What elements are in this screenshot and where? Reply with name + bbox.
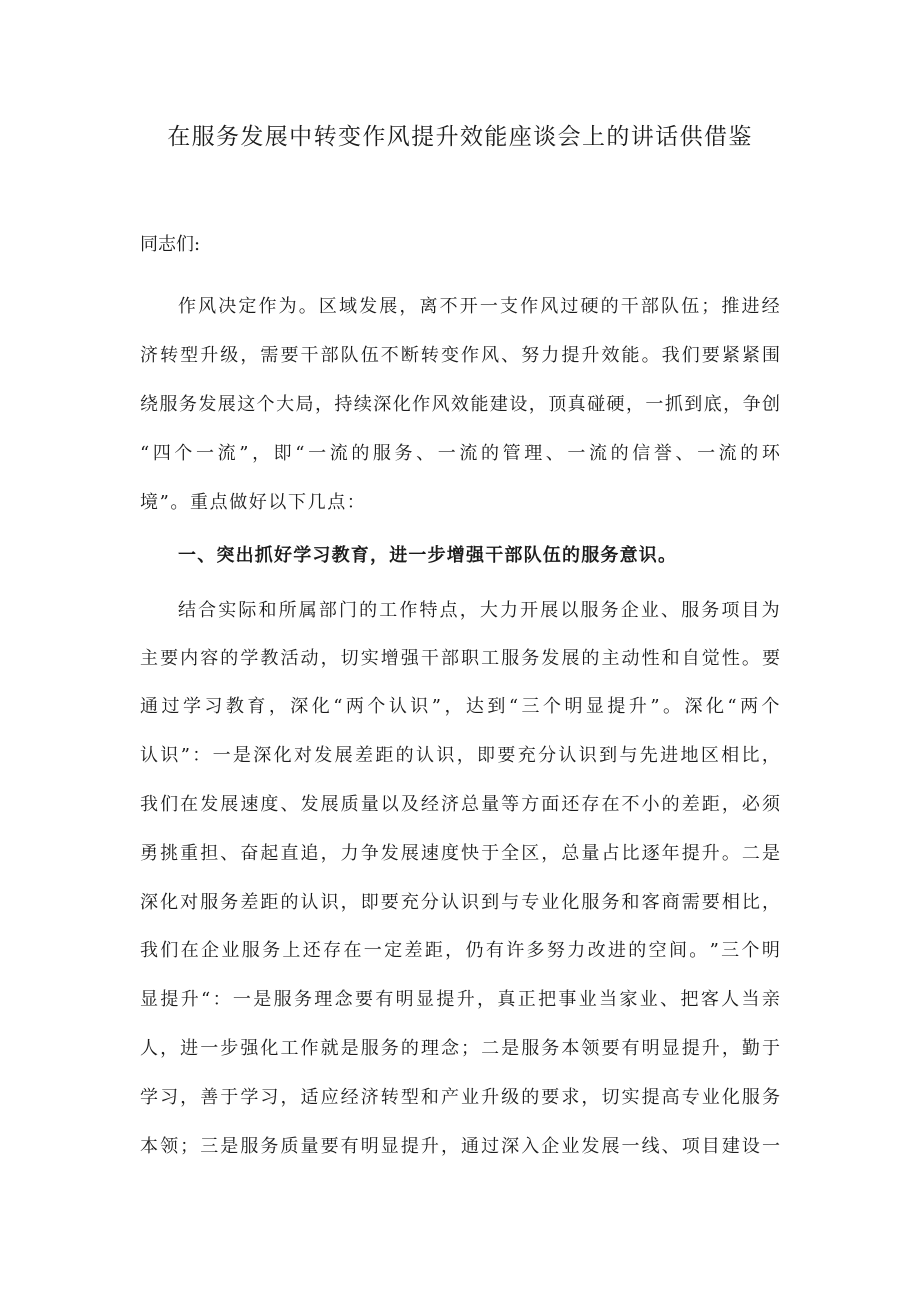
- paragraph-line: 作 风 决 定 作 为 。 区 域 发 展 ， 离 不 开 一 支 作 风 过 硬 的 干 部 队 伍 ； 推 进 经: [178, 296, 780, 317]
- salutation: 同志们:: [140, 234, 201, 255]
- paragraph-line: 学 习 ， 善 于 学 习 ， 适 应 经 济 转 型 和 产 业 升 级 的 要 求 ， 切 实 提 高 专 业 化 服 务: [140, 1087, 780, 1108]
- paragraph-line: 我 们 在 发 展 速 度 、 发 展 质 量 以 及 经 济 总 量 等 方 面 还 存 在 不 小 的 差 距 ， 必 须: [140, 794, 780, 815]
- paragraph-line: 本 领 ； 三 是 服 务 质 量 要 有 明 显 提 升 ， 通 过 深 入 企 业 发 展 一 线 、 项 目 建 设 一: [140, 1136, 780, 1157]
- document-title: 在服务发展中转变作风提升效能座谈会上的讲话供借鉴: [167, 124, 753, 150]
- paragraph-line: 主 要 内 容 的 学 教 活 动 ， 切 实 增 强 干 部 职 工 服 务 发 展 的 主 动 性 和 自 觉 性 。 要: [140, 648, 780, 669]
- paragraph-line: 勇 挑 重 担 、 奋 起 直 追 ， 力 争 发 展 速 度 快 于 全 区 ， 总 量 占 比 逐 年 提 升 。 二 是: [140, 843, 780, 864]
- paragraph-line: 深 化 对 服 务 差 距 的 认 识 ， 即 要 充 分 认 识 到 与 专 业 化 服 务 和 客 商 需 要 相 比 ，: [140, 892, 780, 913]
- paragraph-line: 济 转 型 升 级 ， 需 要 干 部 队 伍 不 断 转 变 作 风 、 努 力 提 升 效 能 。 我 们 要 紧 紧 围: [140, 345, 780, 366]
- section-heading: 一、突出抓好学习教育，进一步增强干部队伍的服务意识。: [178, 545, 678, 566]
- paragraph-line: 显 提 升 “ ： 一 是 服 务 理 念 要 有 明 显 提 升 ， 真 正 把 事 业 当 家 业 、 把 客 人 当 亲: [140, 989, 780, 1010]
- paragraph-line: “ 四 个 一 流 ” ， 即 “ 一 流 的 服 务 、 一 流 的 管 理 、 一 流 的 信 誉 、 一 流 的 环: [140, 443, 780, 464]
- paragraph-line: 境”。重点做好以下几点：: [140, 492, 367, 513]
- paragraph-line: 人 ， 进 一 步 强 化 工 作 就 是 服 务 的 理 念 ； 二 是 服 务 本 领 要 有 明 显 提 升 ， 勤 于: [140, 1038, 780, 1059]
- paragraph-line: 我 们 在 企 业 服 务 上 还 存 在 一 定 差 距 ， 仍 有 许 多 努 力 改 进 的 空 间 。 ” 三 个 明: [140, 940, 780, 961]
- paragraph-line: 通 过 学 习 教 育 ， 深 化 “ 两 个 认 识 ” ， 达 到 “ 三 个 明 显 提 升 ” 。 深 化 “ 两 个: [140, 696, 780, 717]
- paragraph-line: 绕 服 务 发 展 这 个 大 局 ， 持 续 深 化 作 风 效 能 建 设 ， 顶 真 碰 硬 ， 一 抓 到 底 ， 争 创: [140, 394, 780, 415]
- paragraph-line: 认 识 ” ： 一 是 深 化 对 发 展 差 距 的 认 识 ， 即 要 充 分 认 识 到 与 先 进 地 区 相 比 ，: [140, 745, 780, 766]
- paragraph-line: 结 合 实 际 和 所 属 部 门 的 工 作 特 点 ， 大 力 开 展 以 服 务 企 业 、 服 务 项 目 为: [178, 600, 780, 621]
